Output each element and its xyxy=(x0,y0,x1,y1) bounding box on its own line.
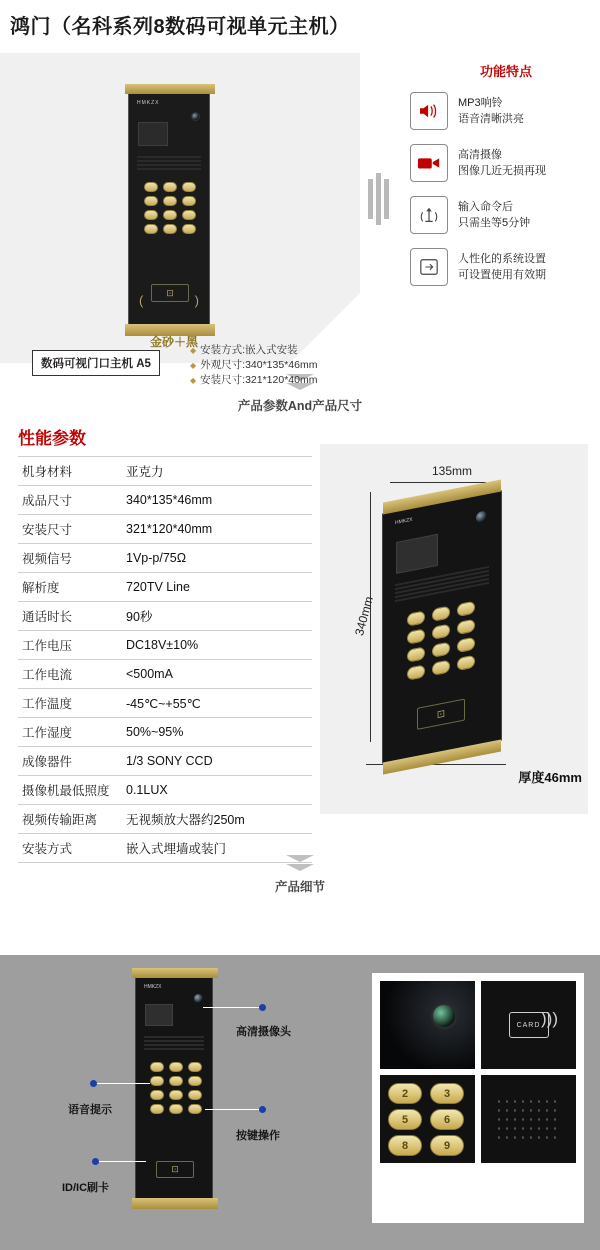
photo-card-closeup xyxy=(481,981,576,1069)
callout-card: ID/IC刷卡 xyxy=(62,1182,110,1194)
callout-line xyxy=(205,1109,259,1110)
param-key: 成像器件 xyxy=(18,747,122,776)
table-row xyxy=(18,747,312,776)
feature-text xyxy=(458,251,546,283)
key xyxy=(144,196,158,206)
camera-icon xyxy=(191,112,200,121)
photo-row xyxy=(380,1075,576,1163)
rfid-waves-icon: ))) xyxy=(541,1009,558,1028)
dimension-width-value: 135mm xyxy=(432,464,473,478)
key xyxy=(457,601,475,617)
param-value: 90秒 xyxy=(122,602,312,631)
feature-line2: 语音清晰洪亮 xyxy=(458,113,524,125)
display-screen xyxy=(145,1004,173,1026)
callout-dot xyxy=(90,1080,97,1087)
feature-list-title: 功能特点 xyxy=(480,64,533,79)
device-bottom-trim xyxy=(383,740,501,775)
callout-voice: 语音提示 xyxy=(68,1104,112,1116)
table-row xyxy=(18,602,312,631)
key xyxy=(182,224,196,234)
key xyxy=(432,605,450,621)
key xyxy=(432,659,450,675)
key xyxy=(407,646,425,662)
table-row xyxy=(18,573,312,602)
param-key: 工作湿度 xyxy=(18,718,122,747)
key xyxy=(150,1062,164,1072)
table-row xyxy=(18,544,312,573)
product-device-illustration xyxy=(128,93,210,325)
model-name-box: 数码可视门口主机 A5 xyxy=(32,350,160,376)
feature-line1: MP3响铃 xyxy=(458,97,503,109)
param-key: 通话时长 xyxy=(18,602,122,631)
key xyxy=(457,637,475,653)
table-row xyxy=(18,718,312,747)
param-key: 视频信号 xyxy=(18,544,122,573)
feature-list xyxy=(410,61,595,300)
signal-icon xyxy=(410,196,448,234)
install-spec-list xyxy=(190,343,317,388)
table-row xyxy=(18,834,312,863)
speaker-dots xyxy=(495,1097,561,1141)
device-top-trim xyxy=(125,84,215,94)
key xyxy=(407,610,425,626)
feature-line2: 可设置使用有效期 xyxy=(458,269,546,281)
card-reader-icon: ⊡ xyxy=(151,284,189,302)
param-value: DC18V±10% xyxy=(122,631,312,660)
speaker-icon xyxy=(410,92,448,130)
key xyxy=(407,628,425,644)
table-row xyxy=(18,689,312,718)
params-section xyxy=(0,414,600,856)
param-value: 50%~95% xyxy=(122,718,312,747)
brand-logo: HMKZX xyxy=(395,516,413,527)
callout-line xyxy=(96,1083,150,1084)
feature-line2: 图像几近无损再现 xyxy=(458,165,546,177)
key xyxy=(182,210,196,220)
speaker-grille xyxy=(144,1036,204,1051)
spec-item: ◆ 安装方式:嵌入式安装 xyxy=(190,343,317,358)
key xyxy=(407,664,425,680)
top-section xyxy=(0,43,600,386)
feature-item-settings xyxy=(410,248,595,286)
page-title: 鸿门（名科系列8数码可视单元主机） xyxy=(10,16,350,38)
device-bottom-trim xyxy=(132,1198,218,1209)
key xyxy=(163,182,177,192)
bar xyxy=(368,179,373,219)
param-value: 1Vp-p/75Ω xyxy=(122,544,312,573)
photo-row xyxy=(380,981,576,1069)
key xyxy=(169,1104,183,1114)
separator-caption: 产品细节 xyxy=(274,880,325,894)
card-brackets: ( ) xyxy=(139,293,199,308)
key xyxy=(182,182,196,192)
table-row xyxy=(18,457,312,486)
key xyxy=(163,210,177,220)
detail-photo-grid xyxy=(372,973,584,1223)
card-reader-icon: ⊡ xyxy=(156,1161,194,1178)
color-label: 金砂＋黑 xyxy=(150,335,199,349)
feature-item-signal xyxy=(410,196,595,234)
dimension-width-line xyxy=(390,482,486,483)
photo-speaker-closeup xyxy=(481,1075,576,1163)
callout-dot xyxy=(259,1106,266,1113)
param-value: 嵌入式埋墙或装门 xyxy=(122,834,312,863)
key-9: 9 xyxy=(430,1135,464,1156)
keypad-closeup-grid xyxy=(388,1083,467,1156)
feature-item-camera xyxy=(410,144,595,182)
table-row xyxy=(18,486,312,515)
callout-line xyxy=(203,1007,259,1008)
dimension-height-label: 340mm xyxy=(352,594,376,638)
camera-lens-icon xyxy=(431,1003,457,1029)
key xyxy=(169,1076,183,1086)
table-row xyxy=(18,515,312,544)
feature-line1: 输入命令后 xyxy=(458,201,513,213)
param-value: 0.1LUX xyxy=(122,776,312,805)
param-value: 321*120*40mm xyxy=(122,515,312,544)
callout-keypad: 按键操作 xyxy=(236,1130,280,1142)
device-top-trim xyxy=(132,968,218,978)
table-row xyxy=(18,805,312,834)
param-value: <500mA xyxy=(122,660,312,689)
dimension-width-label xyxy=(432,464,472,478)
param-key: 机身材料 xyxy=(18,457,122,486)
params-title: 性能参数 xyxy=(18,429,86,448)
param-key: 视频传输距离 xyxy=(18,805,122,834)
spec-item: ◆ 外观尺寸:340*135*46mm xyxy=(190,358,317,373)
card-reader-icon: ⊡ xyxy=(417,699,465,730)
display-screen xyxy=(396,534,438,574)
keypad xyxy=(407,601,475,681)
param-key: 安装尺寸 xyxy=(18,515,122,544)
key xyxy=(188,1076,202,1086)
param-key: 工作电压 xyxy=(18,631,122,660)
key xyxy=(150,1090,164,1100)
display-screen xyxy=(138,122,168,146)
callout-dot xyxy=(92,1158,99,1165)
key xyxy=(432,641,450,657)
key-3: 3 xyxy=(430,1083,464,1104)
dimension-diagram xyxy=(320,444,588,814)
brand-logo: HMKZX xyxy=(137,100,160,106)
param-value: 亚克力 xyxy=(122,457,312,486)
param-key: 成品尺寸 xyxy=(18,486,122,515)
key xyxy=(163,196,177,206)
key xyxy=(457,619,475,635)
key xyxy=(150,1104,164,1114)
photo-camera-closeup xyxy=(380,981,475,1069)
spec-item: ◆ 安装尺寸:321*120*40mm xyxy=(190,373,317,388)
callout-line xyxy=(98,1161,146,1162)
dimension-thickness-label: 厚度46mm xyxy=(518,770,582,785)
table-row xyxy=(18,660,312,689)
device-top-trim xyxy=(383,480,501,515)
key xyxy=(457,655,475,671)
feature-text xyxy=(458,199,530,231)
key xyxy=(188,1090,202,1100)
table-row xyxy=(18,776,312,805)
camera-icon xyxy=(410,144,448,182)
key xyxy=(432,623,450,639)
brand-logo: HMKZX xyxy=(144,984,162,990)
speaker-grille xyxy=(137,156,201,172)
bar xyxy=(376,173,381,225)
keypad xyxy=(150,1062,202,1114)
param-value: 720TV Line xyxy=(122,573,312,602)
photo-keypad-closeup xyxy=(380,1075,475,1163)
callout-dot xyxy=(259,1004,266,1011)
key xyxy=(169,1062,183,1072)
param-key: 解析度 xyxy=(18,573,122,602)
param-key: 工作电流 xyxy=(18,660,122,689)
divider-bars xyxy=(368,173,389,225)
callout-camera: 高清摄像头 xyxy=(236,1026,291,1038)
dimension-device-illustration xyxy=(382,490,502,763)
key xyxy=(169,1090,183,1100)
param-value: 340*135*46mm xyxy=(122,486,312,515)
feature-line1: 人性化的系统设置 xyxy=(458,253,546,265)
feature-item-mp3 xyxy=(410,92,595,130)
bar xyxy=(384,179,389,219)
param-key: 摄像机最低照度 xyxy=(18,776,122,805)
key-8: 8 xyxy=(388,1135,422,1156)
feature-line1: 高清摄像 xyxy=(458,149,502,161)
detail-section xyxy=(0,955,600,1250)
key xyxy=(144,182,158,192)
key-5: 5 xyxy=(388,1109,422,1130)
camera-icon xyxy=(194,994,203,1003)
param-value: 1/3 SONY CCD xyxy=(122,747,312,776)
param-value: 无视频放大器约250m xyxy=(122,805,312,834)
feature-text xyxy=(458,147,546,179)
key-2: 2 xyxy=(388,1083,422,1104)
separator-caption: 产品参数And产品尺寸 xyxy=(237,399,363,413)
param-value: -45℃~+55℃ xyxy=(122,689,312,718)
params-table xyxy=(18,456,312,863)
key-6: 6 xyxy=(430,1109,464,1130)
key xyxy=(144,224,158,234)
table-row xyxy=(18,631,312,660)
key xyxy=(188,1104,202,1114)
key xyxy=(188,1062,202,1072)
key xyxy=(163,224,177,234)
settings-icon xyxy=(410,248,448,286)
key xyxy=(144,210,158,220)
camera-icon xyxy=(476,510,487,523)
param-key: 安装方式 xyxy=(18,834,122,863)
key xyxy=(150,1076,164,1086)
feature-line2: 只需坐等5分钟 xyxy=(458,217,531,229)
param-key: 工作温度 xyxy=(18,689,122,718)
key xyxy=(182,196,196,206)
detail-device-illustration xyxy=(135,977,213,1199)
feature-text xyxy=(458,95,524,127)
keypad xyxy=(144,182,196,234)
card-label: CARD xyxy=(509,1012,549,1038)
